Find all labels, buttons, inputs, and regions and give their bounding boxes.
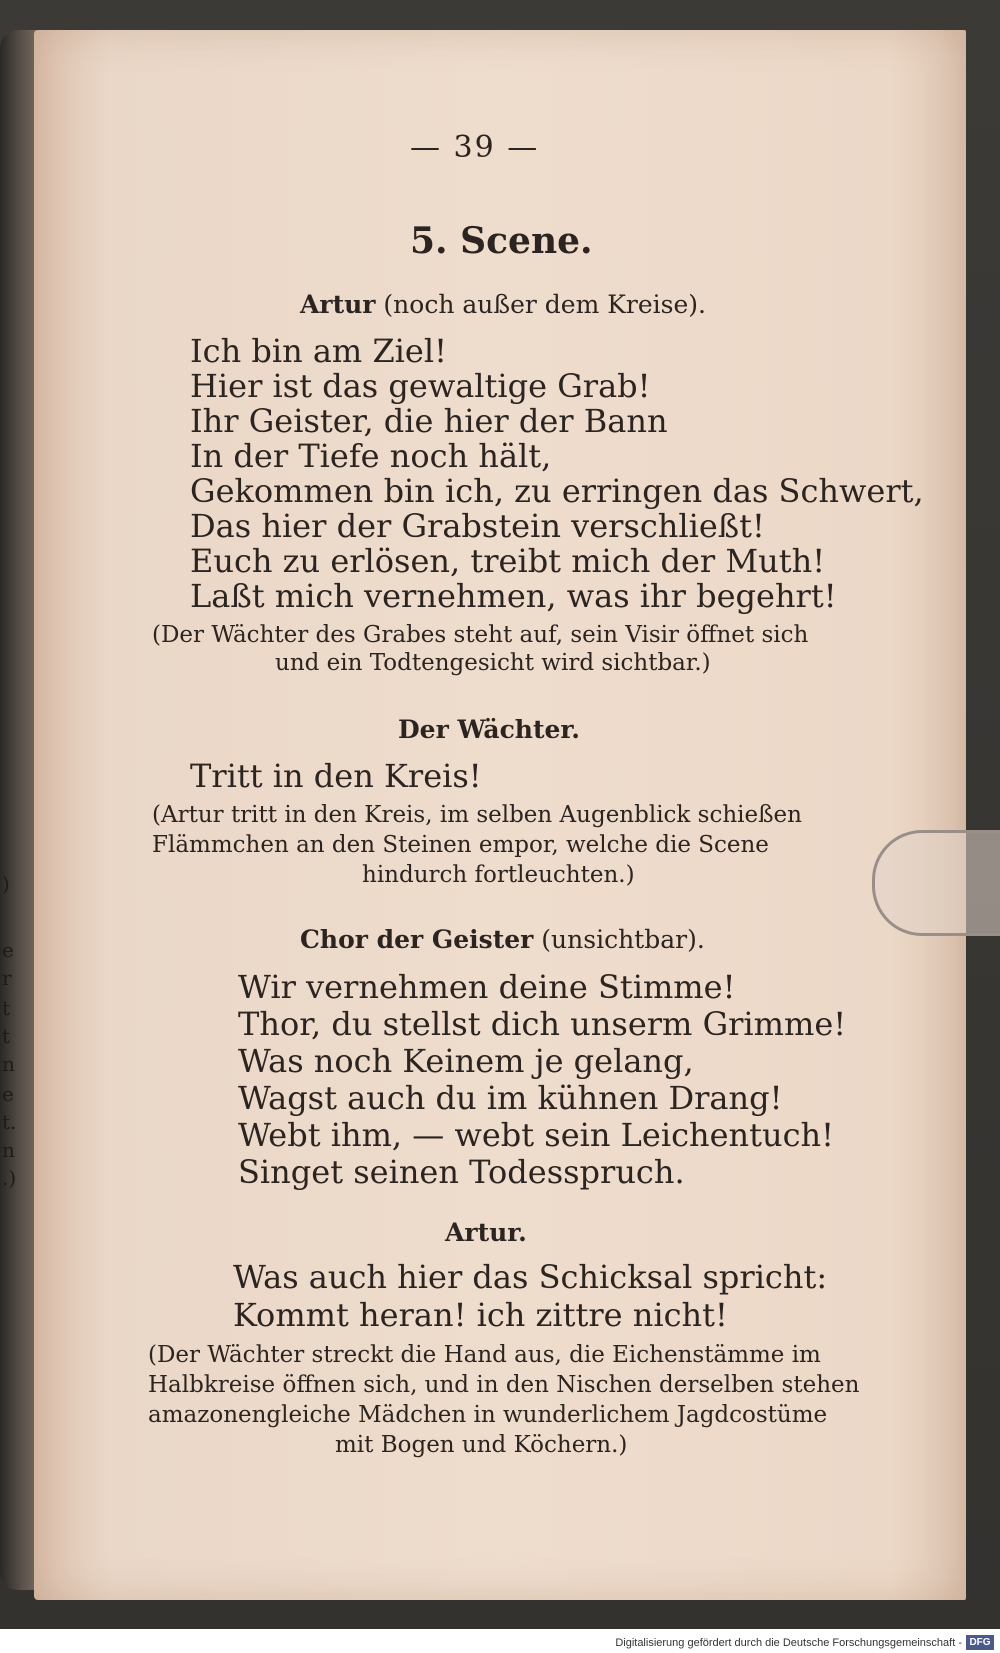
margin-fragment: n [2, 1138, 15, 1162]
margin-fragment: t [2, 1024, 11, 1048]
dfg-logo: DFG [966, 1635, 994, 1650]
verse-line: Das hier der Grabstein verschließt! [190, 507, 765, 545]
stage-direction-line: Flämmchen an den Steinen empor, welche die Scene [152, 832, 769, 858]
verse-line: Singet seinen Todesspruch. [238, 1153, 685, 1191]
verse-line: Gekommen bin ich, zu erringen das Schwert, [190, 472, 924, 510]
verse-line: Euch zu erlösen, treibt mich der Muth! [190, 542, 826, 580]
margin-fragment: e [2, 1082, 14, 1106]
margin-fragment: ) [2, 872, 10, 896]
speaker-heading [398, 715, 580, 744]
stage-direction-line: hindurch fortleuchten.) [362, 862, 635, 888]
verse-line: Laßt mich vernehmen, was ihr begehrt! [190, 577, 837, 615]
stage-direction-line: und ein Todtengesicht wird sichtbar.) [275, 650, 711, 676]
verse-line: Wir vernehmen deine Stimme! [238, 968, 736, 1006]
verse-line: Hier ist das gewaltige Grab! [190, 367, 651, 405]
verse-line: Was auch hier das Schicksal spricht: [233, 1258, 828, 1296]
speaker-name: Chor der Geister [300, 925, 534, 954]
page-number: — 39 — [410, 130, 540, 165]
verse-line: Webt ihm, — webt sein Leichentuch! [238, 1116, 835, 1154]
speaker-direction: (noch außer dem Kreise). [383, 290, 706, 319]
speaker-heading [300, 290, 706, 319]
stage-direction-line: (Der Wächter des Grabes steht auf, sein Visir öffnet sich [152, 622, 809, 648]
footer-credit: Digitalisierung gefördert durch die Deutsche Forschungsgemeinschaft - [615, 1637, 962, 1649]
stage-direction-line: (Der Wächter streckt die Hand aus, die Eichenstämme im [148, 1342, 821, 1368]
speaker-name: Artur [300, 290, 376, 319]
verse-line: Ich bin am Ziel! [190, 332, 447, 370]
speaker-heading [300, 925, 705, 954]
speaker-name: Artur. [445, 1218, 527, 1247]
page-clip [872, 830, 1000, 936]
margin-fragment: t [2, 996, 11, 1020]
digitization-footer [0, 1629, 1000, 1653]
verse-line: Kommt heran! ich zittre nicht! [233, 1296, 728, 1334]
stage-direction-line: mit Bogen und Köchern.) [335, 1432, 628, 1458]
margin-fragment: r [2, 966, 12, 990]
margin-fragment: .) [2, 1166, 17, 1190]
verse-line: Ihr Geister, die hier der Bann [190, 402, 668, 440]
stage-direction-line: Halbkreise öffnen sich, und in den Nischen derselben stehen [148, 1372, 860, 1398]
stage-direction-line: amazonengleiche Mädchen in wunderlichem Jagdcostüme [148, 1402, 828, 1428]
verse-line: Wagst auch du im kühnen Drang! [238, 1079, 783, 1117]
speaker-direction: (unsichtbar). [541, 925, 705, 954]
verse-line: In der Tiefe noch hält, [190, 437, 552, 475]
speaker-heading [445, 1218, 527, 1247]
verse-line: Tritt in den Kreis! [190, 757, 482, 795]
margin-fragment: n [2, 1052, 15, 1076]
speaker-name: Der Wächter. [398, 715, 580, 744]
stage-direction-line: (Artur tritt in den Kreis, im selben Augenblick schießen [152, 802, 802, 828]
verse-line: Thor, du stellst dich unserm Grimme! [238, 1005, 847, 1043]
margin-fragment: t. [2, 1110, 17, 1134]
scene-title: 5. Scene. [410, 220, 593, 262]
margin-fragment: e [2, 938, 14, 962]
verse-line: Was noch Keinem je gelang, [238, 1042, 694, 1080]
